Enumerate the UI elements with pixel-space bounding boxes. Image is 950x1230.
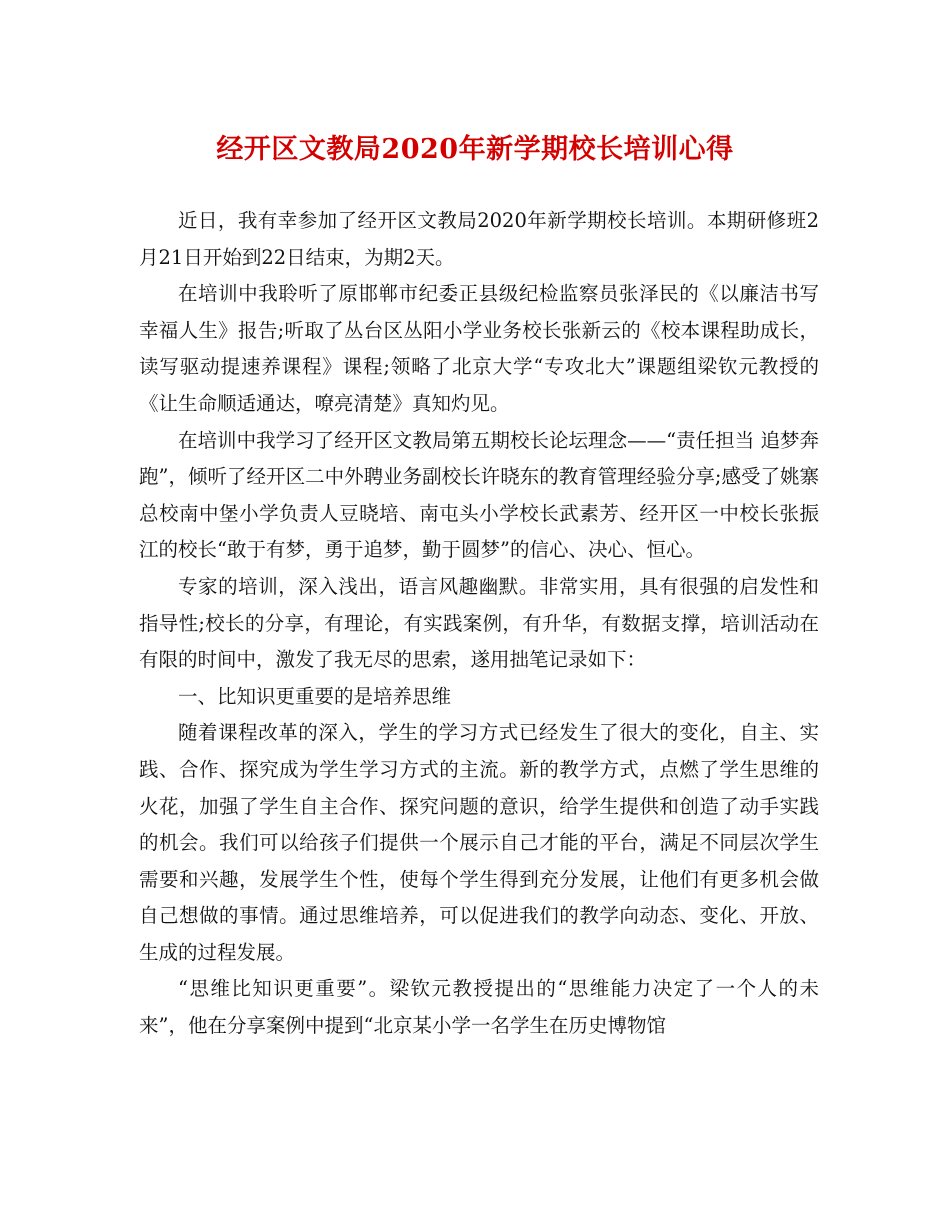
- paragraph: 在培训中我聆听了原邯郸市纪委正县级纪检监察员张泽民的《以廉洁书写幸福人生》报告;听取了丛台区丛阳小学业务校长张新云的《校本课程助成长，读写驱动提速养课程》课程;领略了北京大学“专攻北大”课题组梁钦元教授的《让生命顺适通达，嘹亮清楚》真知灼见。: [139, 282, 819, 415]
- section-heading: 一、比知识更重要的是培养思维: [178, 684, 452, 708]
- paragraph: 在培训中我学习了经开区文教局第五期校长论坛理念——“责任担当 追梦奔跑”，倾听了经开区二中外聘业务副校长许晓东的教育管理经验分享;感受了姚寨总校南中堡小学负责人豆晓培、南屯头小学校长武素芳、经开区一中校长张振江的校长“敢于有梦，勇于追梦，勤于圆梦”的信心、决心、恒心。: [139, 428, 819, 562]
- paragraph: 近日，我有幸参加了经开区文教局2020年新学期校长培训。本期研修班2月21日开始到22日结束，为期2天。: [139, 209, 819, 269]
- paragraph: “思维比知识更重要”。梁钦元教授提出的“思维能力决定了一个人的未来”，他在分享案例中提到“北京某小学一名学生在历史博物馆: [139, 977, 819, 1038]
- document-body: [139, 203, 819, 1045]
- paragraph: 随着课程改革的深入，学生的学习方式已经发生了很大的变化，自主、实践、合作、探究成为学生学习方式的主流。新的教学方式，点燃了学生思维的火花，加强了学生自主合作、探究问题的意识，给学生提供和创造了动手实践的机会。我们可以给孩子们提供一个展示自己才能的平台，满足不同层次学生需要和兴趣，发展学生个性，使每个学生得到充分发展，让他们有更多机会做自己想做的事情。通过思维培养，可以促进我们的教学向动态、变化、开放、生成的过程发展。: [139, 721, 819, 964]
- paragraph: 专家的培训，深入浅出，语言风趣幽默。非常实用，具有很强的启发性和指导性;校长的分享，有理论，有实践案例，有升华，有数据支撑，培训活动在有限的时间中，激发了我无尽的思索，遂用拙笔记录如下：: [139, 574, 819, 672]
- document-title: 经开区文教局2020年新学期校长培训心得: [216, 134, 734, 165]
